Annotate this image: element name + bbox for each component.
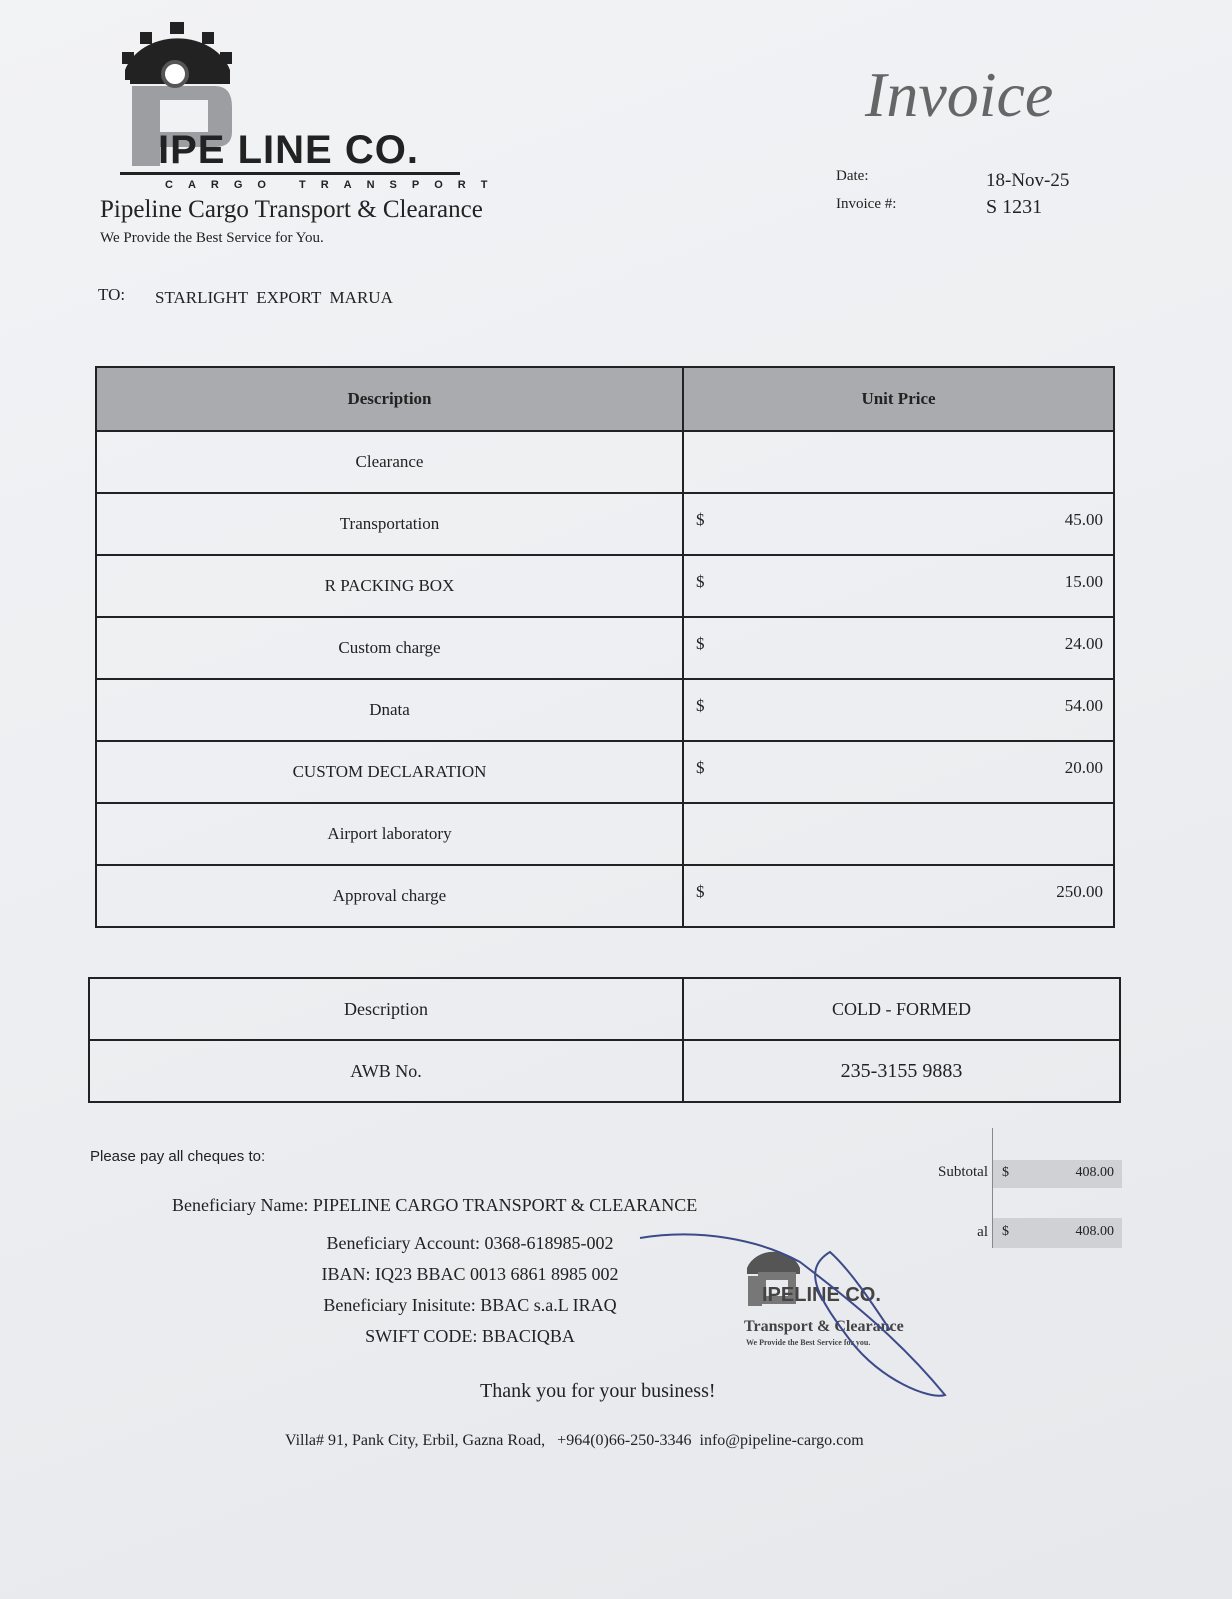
items-table	[95, 366, 1115, 928]
table-row	[96, 741, 1114, 803]
subtotal-row	[900, 1160, 1122, 1188]
total-value: 408.00	[1075, 1224, 1114, 1239]
item-currency: $	[696, 758, 705, 777]
table-row	[96, 617, 1114, 679]
payment-heading: Please pay all cheques to:	[90, 1148, 266, 1165]
beneficiary-name: Beneficiary Name: PIPELINE CARGO TRANSPORT & CLEARANCE	[172, 1195, 698, 1215]
iban: IBAN: IQ23 BBAC 0013 6861 8985 002	[321, 1264, 619, 1284]
item-price-cell	[683, 679, 1114, 741]
awb-value: 235-3155 9883	[683, 1040, 1120, 1102]
item-price-cell	[683, 493, 1114, 555]
item-price: 20.00	[1064, 758, 1103, 777]
item-price: 15.00	[1064, 572, 1103, 591]
table-row	[96, 679, 1114, 741]
company-logo	[120, 22, 503, 197]
shipment-desc-value: COLD - FORMED	[683, 978, 1120, 1040]
recipient-name: STARLIGHT EXPORT MARUA	[155, 288, 393, 307]
subtotal-value: 408.00	[1075, 1165, 1114, 1180]
invoice-date: 18-Nov-25	[986, 170, 1070, 191]
logo-subtext: CARGO TRANSPORT	[165, 179, 503, 191]
item-price-cell	[683, 865, 1114, 927]
item-currency: $	[696, 634, 705, 653]
item-price-cell	[683, 431, 1114, 493]
beneficiary-account: Beneficiary Account: 0368-618985-002	[326, 1233, 614, 1253]
item-price: 250.00	[1056, 882, 1103, 901]
item-price-cell	[683, 617, 1114, 679]
shipment-desc-label: Description	[89, 978, 683, 1040]
item-description: R PACKING BOX	[96, 555, 683, 617]
item-description: Clearance	[96, 431, 683, 493]
total-label: al	[977, 1224, 988, 1240]
thank-you: Thank you for your business!	[480, 1380, 716, 1402]
item-description: Dnata	[96, 679, 683, 741]
beneficiary-institute: Beneficiary Inisitute: BBAC s.a.L IRAQ	[323, 1295, 617, 1315]
item-price-cell	[683, 555, 1114, 617]
item-currency: $	[696, 696, 705, 715]
awb-label: AWB No.	[89, 1040, 683, 1102]
item-price: 54.00	[1064, 696, 1103, 715]
invoice-title: Invoice	[865, 59, 1054, 130]
item-currency: $	[696, 882, 705, 901]
subtotal-currency: $	[1002, 1165, 1009, 1180]
header-unit-price: Unit Price	[683, 367, 1114, 431]
company-name: Pipeline Cargo Transport & Clearance	[100, 196, 483, 223]
table-row	[96, 493, 1114, 555]
invoice-number: S 1231	[986, 196, 1043, 218]
item-price: 24.00	[1064, 634, 1103, 653]
item-currency: $	[696, 510, 705, 529]
table-row	[96, 431, 1114, 493]
shipment-table	[88, 977, 1121, 1103]
stamp-line2: We Provide the Best Service for you.	[746, 1338, 871, 1347]
stamp-line1: Transport & Clearance	[744, 1318, 904, 1335]
item-description: Transportation	[96, 493, 683, 555]
swift-code: SWIFT CODE: BBACIQBA	[365, 1326, 575, 1346]
total-currency: $	[1002, 1224, 1009, 1239]
item-description: Airport laboratory	[96, 803, 683, 865]
item-price-cell	[683, 803, 1114, 865]
item-price: 45.00	[1064, 510, 1103, 529]
invoice-number-label: Invoice #:	[836, 196, 897, 212]
table-row	[89, 1040, 1120, 1102]
item-description: Approval charge	[96, 865, 683, 927]
subtotal-label: Subtotal	[937, 1164, 988, 1180]
item-currency: $	[696, 572, 705, 591]
company-stamp	[742, 1238, 967, 1353]
item-description: CUSTOM DECLARATION	[96, 741, 683, 803]
date-label: Date:	[836, 168, 869, 184]
table-row	[96, 555, 1114, 617]
header-description: Description	[96, 367, 683, 431]
item-price-cell	[683, 741, 1114, 803]
recipient-label: TO:	[98, 285, 126, 304]
item-description: Custom charge	[96, 617, 683, 679]
company-tagline: We Provide the Best Service for You.	[100, 230, 324, 246]
table-row	[89, 978, 1120, 1040]
logo-wordmark: IPE LINE CO.	[158, 128, 419, 172]
table-row	[96, 865, 1114, 927]
table-row	[96, 803, 1114, 865]
footer-address: Villa# 91, Pank City, Erbil, Gazna Road, +964(0)66-250-3346 info@pipeline-cargo.com	[285, 1432, 864, 1449]
stamp-wordmark: IPELINE CO.	[762, 1284, 881, 1306]
table-header-row	[96, 367, 1114, 431]
